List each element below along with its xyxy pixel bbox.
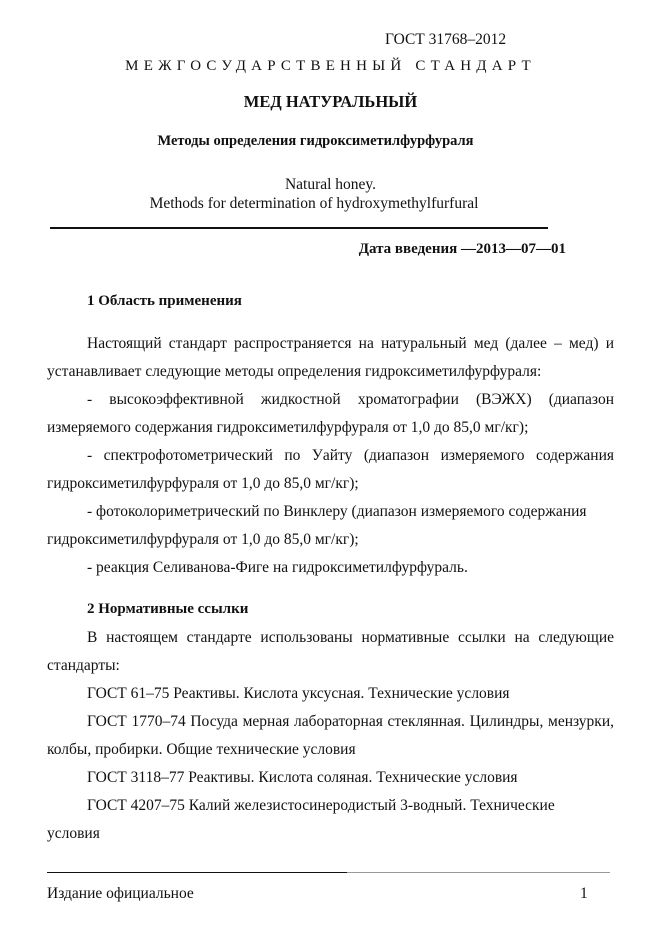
paragraph-line: колбы, пробирки. Общие технические условия xyxy=(47,741,356,758)
paragraph-line: гидроксиметилфурфураля от 1,0 до 85,0 мг/кг); xyxy=(47,531,359,548)
paragraph-line: Настоящий стандарт распространяется на натуральный мед (далее – мед) и xyxy=(87,335,614,352)
footer-divider-right xyxy=(347,872,610,873)
section-2-heading: 2 Нормативные ссылки xyxy=(87,601,249,617)
english-title: Natural honey. xyxy=(284,176,377,193)
reference-item: ГОСТ 3118–77 Реактивы. Кислота соляная. Технические условия xyxy=(87,769,518,786)
section-1-heading: 1 Область применения xyxy=(87,293,242,309)
introduction-date: Дата введения —2013—07—01 xyxy=(358,241,566,257)
section-2-body xyxy=(47,624,614,848)
footer-divider xyxy=(47,872,347,873)
document-title: МЕД НАТУРАЛЬНЫЙ xyxy=(243,92,418,111)
title-divider xyxy=(50,227,548,229)
reference-item: ГОСТ 61–75 Реактивы. Кислота уксусная. Технические условия xyxy=(87,685,510,702)
reference-item: ГОСТ 4207–75 Калий железистосинеродистый 3-водный. Технические xyxy=(87,797,555,814)
paragraph-line: гидроксиметилфурфураля от 1,0 до 85,0 мг/кг); xyxy=(47,475,359,492)
english-subtitle: Methods for determination of hydroxymethylfurfural xyxy=(149,195,479,212)
paragraph-line: стандарты: xyxy=(47,657,120,674)
paragraph-line: условия xyxy=(47,825,100,842)
paragraph-line: устанавливает следующие методы определения гидроксиметилфурфураля: xyxy=(47,363,542,380)
document-subtitle: Методы определения гидроксиметилфурфураля xyxy=(157,133,474,149)
interstate-standard-label: МЕЖГОСУДАРСТВЕННЫЙ СТАНДАРТ xyxy=(125,58,536,74)
reference-item: ГОСТ 1770–74 Посуда мерная лабораторная стеклянная. Цилиндры, мензурки, xyxy=(87,713,614,730)
standard-number: ГОСТ 31768–2012 xyxy=(385,31,507,48)
method-item: - высокоэффективной жидкостной хроматографии (ВЭЖХ) (диапазон xyxy=(87,391,614,408)
edition-label: Издание официальное xyxy=(47,885,194,902)
paragraph-line: измеряемого содержания гидроксиметилфурфураля от 1,0 до 85,0 мг/кг); xyxy=(47,419,529,436)
method-item: - реакция Селиванова-Фиге на гидроксиметилфурфураль. xyxy=(87,559,468,576)
paragraph-line: В настоящем стандарте использованы нормативные ссылки на следующие xyxy=(87,629,614,646)
section-1-body xyxy=(47,330,614,582)
page-number: 1 xyxy=(580,885,588,902)
method-item: - фотоколориметрический по Винклеру (диапазон измеряемого содержания xyxy=(87,503,587,520)
method-item: - спектрофотометрический по Уайту (диапазон измеряемого содержания xyxy=(87,447,614,464)
